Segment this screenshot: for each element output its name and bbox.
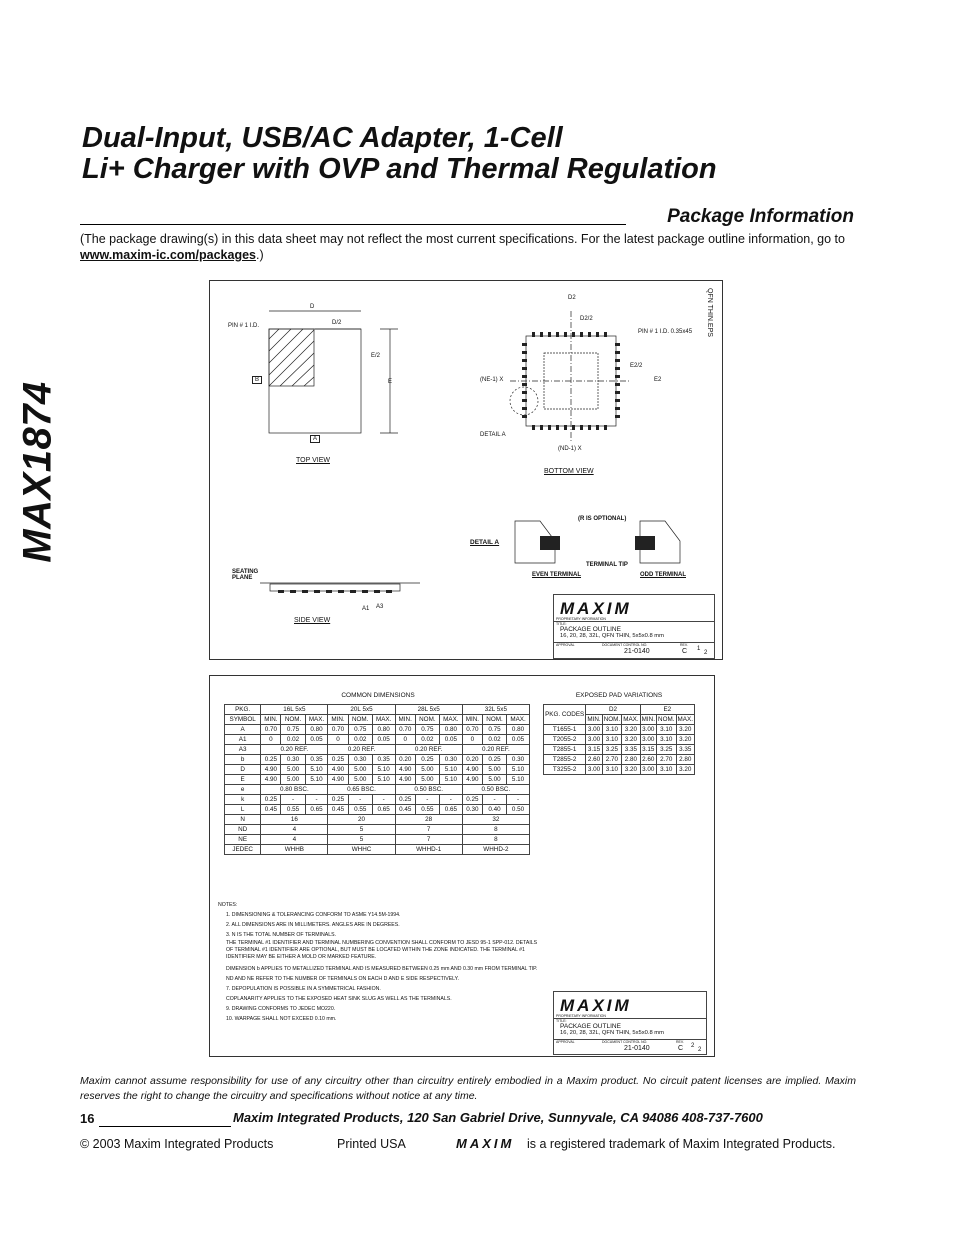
value-cell: 5.10	[305, 765, 328, 775]
sub-header: MIN.	[395, 715, 415, 725]
sub-header: MIN.	[462, 715, 482, 725]
dim-d2-label: D/2	[332, 320, 342, 326]
symbol-cell: A3	[225, 745, 261, 755]
value-cell: 0.70	[395, 725, 415, 735]
sub-header: MIN.	[328, 715, 348, 725]
value-cell: 0.55	[415, 805, 439, 815]
value-cell: 0	[395, 735, 415, 745]
value-cell: -	[348, 795, 372, 805]
value-cell: 0.80	[372, 725, 395, 735]
value-cell: 0.80	[439, 725, 462, 735]
sub-header: MIN.	[587, 716, 601, 723]
value-cell: 5.10	[372, 765, 395, 775]
value-cell: 0.25	[328, 795, 348, 805]
dim-dd2-label: D2	[568, 295, 576, 301]
table-row	[225, 845, 530, 855]
value-cell: 4.90	[462, 775, 482, 785]
table-row	[544, 725, 695, 735]
value-cell: 0.35	[305, 755, 328, 765]
value-cell: 32	[462, 815, 529, 825]
value-cell: 0.30	[507, 755, 530, 765]
value-cell: 8	[462, 835, 529, 845]
value-cell: 4.90	[395, 775, 415, 785]
note-item: 9. DRAWING CONFORMS TO JEDEC MO220.	[226, 1006, 336, 1012]
doc-number: 21-0140	[624, 648, 650, 655]
value-cell: 0.20	[395, 755, 415, 765]
even-terminal-label: EVEN TERMINAL	[532, 572, 582, 578]
maxim-logo: MAXIM	[560, 599, 632, 618]
symbol-cell: N	[225, 815, 261, 825]
pkg-code-cell: T2855-1	[544, 745, 586, 755]
group-header: 28L 5x5	[395, 705, 462, 715]
common-dimensions-title: COMMON DIMENSIONS	[341, 692, 415, 699]
value-cell: 0.65 BSC.	[328, 785, 395, 795]
value-cell: -	[305, 795, 328, 805]
value-cell: 2.70	[656, 755, 676, 765]
value-cell: 3.10	[602, 765, 622, 775]
ne-label: (NE-1) X	[480, 377, 504, 383]
value-cell: 5.00	[415, 765, 439, 775]
sub-header: MIN.	[261, 715, 281, 725]
side-part-number: MAX1874	[15, 381, 60, 563]
value-cell: 0.50	[507, 805, 530, 815]
value-cell: 5.10	[507, 775, 530, 785]
value-cell: 5.00	[281, 765, 305, 775]
symbol-cell: A1	[225, 735, 261, 745]
title-label: TITLE:	[556, 622, 567, 626]
value-cell: 0.75	[281, 725, 305, 735]
dim-e-label: E	[388, 379, 393, 385]
value-cell: 0.20	[462, 755, 482, 765]
value-cell: -	[439, 795, 462, 805]
value-cell: WHHD-2	[462, 845, 529, 855]
value-cell: 3.10	[602, 725, 622, 735]
value-cell: 2.80	[622, 755, 640, 765]
value-cell: 0	[462, 735, 482, 745]
table-subheader-row	[225, 715, 530, 725]
value-cell: 0.50 BSC.	[395, 785, 462, 795]
nd-label: (ND-1) X	[558, 446, 582, 452]
value-cell: 0.65	[372, 805, 395, 815]
note-item: 3. N IS THE TOTAL NUMBER OF TERMINALS.	[226, 932, 337, 938]
note-item: ND AND NE REFER TO THE NUMBER OF TERMINALS ON EACH D AND E SIDE RESPECTIVELY.	[226, 976, 459, 982]
value-cell: 0.35	[372, 755, 395, 765]
table-row	[225, 785, 530, 795]
value-cell: 3.00	[586, 725, 602, 735]
value-cell: 0.30	[439, 755, 462, 765]
footer-address: Maxim Integrated Products, 120 San Gabriel Drive, Sunnyvale, CA 94086 408-737-7600	[233, 1110, 763, 1125]
value-cell: 0.80	[305, 725, 328, 735]
sub-header: MAX.	[677, 716, 693, 723]
value-cell: 0.40	[482, 805, 506, 815]
odd-terminal-label: ODD TERMINAL	[640, 572, 686, 578]
note-item: DIMENSION b APPLIES TO METALLIZED TERMINAL AND IS MEASURED BETWEEN 0.25 mm AND 0.30 mm FROM TERMINAL TIP.	[226, 966, 538, 972]
pkg-codes-header: PKG. CODES	[544, 705, 586, 725]
copyright: © 2003 Maxim Integrated Products	[80, 1137, 274, 1151]
value-cell: 5.00	[348, 765, 372, 775]
value-cell: 5.00	[482, 775, 506, 785]
section-title: Package Information	[667, 206, 854, 227]
value-cell: 3.20	[622, 765, 640, 775]
package-outline-subtitle-2: 16, 20, 28, 32L, QFN THIN, 5x5x0.8 mm	[560, 1030, 664, 1036]
value-cell: 4.90	[261, 765, 281, 775]
pin1-id-label-2: PIN # 1 I.D. 0.35x45	[638, 329, 693, 335]
value-cell: -	[415, 795, 439, 805]
table-row	[225, 775, 530, 785]
value-cell: 0	[328, 735, 348, 745]
value-cell: 5.10	[372, 775, 395, 785]
package-drawing-sheet-2	[209, 675, 715, 1057]
sheet-number-2: 2	[691, 1043, 695, 1049]
table-row	[225, 765, 530, 775]
value-cell: 5	[328, 835, 395, 845]
symbol-cell: k	[225, 795, 261, 805]
value-cell: 2.80	[676, 755, 695, 765]
value-cell: 2.60	[586, 755, 602, 765]
detail-a-label: DETAIL A	[470, 539, 500, 546]
package-outline-subtitle: 16, 20, 28, 32L, QFN THIN, 5x5x0.8 mm	[560, 633, 664, 639]
value-cell: 0.02	[281, 735, 305, 745]
sheet-number: 1	[697, 646, 701, 652]
note-item: 1. DIMENSIONING & TOLERANCING CONFORM TO ASME Y14.5M-1994.	[226, 912, 401, 918]
value-cell: 4.90	[328, 775, 348, 785]
value-cell: 0.30	[462, 805, 482, 815]
value-cell: 20	[328, 815, 395, 825]
value-cell: 3.20	[676, 735, 695, 745]
symbol-cell: b	[225, 755, 261, 765]
symbol-cell: e	[225, 785, 261, 795]
symbol-cell: JEDEC	[225, 845, 261, 855]
rev-value: C	[682, 648, 688, 655]
value-cell: 0.65	[439, 805, 462, 815]
value-cell: 0.80 BSC.	[261, 785, 328, 795]
file-label: QFN THIN.EPS	[705, 288, 713, 337]
value-cell: 0.05	[439, 735, 462, 745]
footer-rule	[99, 1126, 231, 1127]
doc-control-label: DOCUMENT CONTROL NO.	[602, 643, 648, 647]
value-cell: 0.25	[482, 755, 506, 765]
value-cell: 4.90	[395, 765, 415, 775]
value-cell: 3.00	[640, 765, 656, 775]
value-cell: 3.25	[656, 745, 676, 755]
title-label-2: TITLE:	[556, 1019, 567, 1023]
value-cell: 3.35	[676, 745, 695, 755]
symbol-cell: D	[225, 765, 261, 775]
intro-paragraph	[80, 231, 860, 263]
rev-label-2: REV.	[676, 1040, 684, 1044]
proprietary-label: PROPRIETARY INFORMATION	[556, 617, 606, 621]
terminal-tip-label: TERMINAL TIP	[586, 562, 628, 568]
value-cell: 0.20 REF.	[462, 745, 529, 755]
value-cell: 4	[261, 825, 328, 835]
value-cell: 0.25	[415, 755, 439, 765]
value-cell: 0.05	[507, 735, 530, 745]
table-row	[544, 745, 695, 755]
sheet-total-2: 2	[698, 1047, 702, 1053]
common-dimensions-table	[224, 704, 530, 855]
title-block-2	[553, 991, 707, 1055]
symbol-cell: NE	[225, 835, 261, 845]
pkg-code-cell: T1655-1	[544, 725, 586, 735]
intro-text: (The package drawing(s) in this data sheet may not reflect the most current specifications. For the latest package outline information, go to	[80, 232, 845, 246]
sub-header: NOM.	[603, 716, 621, 723]
dim-dd22-label: D2/2	[580, 316, 593, 322]
value-cell: 0.70	[328, 725, 348, 735]
value-cell: 3.20	[676, 725, 695, 735]
sub-header: MAX.	[305, 715, 328, 725]
value-cell: 5.10	[305, 775, 328, 785]
value-cell: 3.20	[676, 765, 695, 775]
notes-section	[218, 900, 538, 1024]
value-cell: 3.10	[656, 725, 676, 735]
table-row	[225, 735, 530, 745]
page-number: 16	[80, 1111, 95, 1126]
table-row	[544, 735, 695, 745]
exposed-pad-table	[543, 704, 695, 775]
value-cell: 16	[261, 815, 328, 825]
packages-link[interactable]: www.maxim-ic.com/packages	[80, 248, 257, 262]
table-row	[544, 755, 695, 765]
value-cell: 3.00	[640, 725, 656, 735]
value-cell: 3.10	[656, 735, 676, 745]
approval-label: APPROVAL	[556, 643, 575, 647]
value-cell: -	[482, 795, 506, 805]
value-cell: 3.25	[602, 745, 622, 755]
value-cell: 0.75	[348, 725, 372, 735]
intro-text-end: .)	[256, 248, 264, 262]
trademark-text: is a registered trademark of Maxim Integrated Products.	[527, 1137, 836, 1151]
sub-header: MIN.	[641, 716, 655, 723]
approval-label-2: APPROVAL	[556, 1040, 575, 1044]
dim-a1-label: A1	[362, 606, 370, 612]
value-cell: 0.25	[328, 755, 348, 765]
value-cell: 3.10	[656, 765, 676, 775]
doc-control-label-2: DOCUMENT CONTROL NO.	[602, 1040, 648, 1044]
sub-header: NOM.	[658, 716, 675, 723]
package-outline-title: PACKAGE OUTLINE	[560, 626, 621, 633]
table-row	[225, 795, 530, 805]
value-cell: 5.10	[439, 765, 462, 775]
symbol-cell: L	[225, 805, 261, 815]
value-cell: 0.55	[281, 805, 305, 815]
title-line-2: Li+ Charger with OVP and Thermal Regulation	[82, 153, 717, 185]
value-cell: 0.02	[348, 735, 372, 745]
value-cell: 3.15	[586, 745, 602, 755]
table-header-row	[225, 705, 530, 715]
symbol-header: SYMBOL	[225, 715, 261, 725]
sub-header: MAX.	[623, 716, 639, 723]
value-cell: WHHD-1	[395, 845, 462, 855]
value-cell: -	[372, 795, 395, 805]
dim-ee2-label: E2	[654, 377, 662, 383]
value-cell: 3.00	[586, 765, 602, 775]
value-cell: 4.90	[462, 765, 482, 775]
pkg-code-cell: T2055-2	[544, 735, 586, 745]
symbol-cell: ND	[225, 825, 261, 835]
value-cell: 0.70	[261, 725, 281, 735]
value-cell: 0.65	[305, 805, 328, 815]
value-cell: 0.02	[415, 735, 439, 745]
dim-ee22-label: E2/2	[630, 363, 643, 369]
value-cell: 4	[261, 835, 328, 845]
title-line-1: Dual-Input, USB/AC Adapter, 1-Cell	[82, 122, 563, 154]
value-cell: 5	[328, 825, 395, 835]
value-cell: 3.15	[640, 745, 656, 755]
datum-a: A	[310, 435, 320, 443]
value-cell: 5.00	[415, 775, 439, 785]
sub-header: NOM.	[415, 715, 439, 725]
value-cell: 5.00	[281, 775, 305, 785]
group-header: D2	[586, 705, 640, 715]
table-row	[225, 755, 530, 765]
group-header: E2	[640, 705, 694, 715]
value-cell: 3.20	[622, 725, 640, 735]
symbol-cell: E	[225, 775, 261, 785]
value-cell: 4.90	[328, 765, 348, 775]
r-optional-label: (R IS OPTIONAL)	[578, 516, 627, 522]
package-drawing-sheet-1	[209, 280, 723, 660]
table-row	[544, 765, 695, 775]
table-row	[225, 725, 530, 735]
sub-header: NOM.	[281, 715, 305, 725]
pin1-id-label: PIN # 1 I.D.	[228, 323, 260, 329]
pkg-code-cell: T3255-2	[544, 765, 586, 775]
value-cell: 3.10	[602, 735, 622, 745]
doc-number-2: 21-0140	[624, 1045, 650, 1052]
value-cell: 0.20 REF.	[261, 745, 328, 755]
section-rule	[80, 224, 626, 225]
symbol-cell: A	[225, 725, 261, 735]
value-cell: 3.00	[586, 735, 602, 745]
proprietary-label-2: PROPRIETARY INFORMATION	[556, 1014, 606, 1018]
value-cell: 0.70	[462, 725, 482, 735]
side-view-label: SIDE VIEW	[294, 617, 331, 624]
note-item: THE TERMINAL #1 IDENTIFIER AND TERMINAL NUMBERING CONVENTION SHALL CONFORM TO JESD 95-1 SPP-012. DETAILS OF TERMINAL #1 IDENTIFIER ARE OPTIONAL, BUT MUST BE LOCATED WITHIN THE ZONE INDICATED. THE TERMINAL #1 IDENTIFIER MAY BE EITHER A MOLD OR MARKED FEATURE.	[226, 940, 538, 960]
rev-label: REV.	[680, 643, 688, 647]
sub-header: MAX.	[439, 715, 462, 725]
value-cell: 2.70	[602, 755, 622, 765]
value-cell: 0.30	[281, 755, 305, 765]
note-item: 10. WARPAGE SHALL NOT EXCEED 0.10 mm.	[226, 1016, 337, 1022]
value-cell: 0.02	[482, 735, 506, 745]
value-cell: 0.45	[328, 805, 348, 815]
value-cell: 5.10	[439, 775, 462, 785]
note-item: 7. DEPOPULATION IS POSSIBLE IN A SYMMETRICAL FASHION.	[226, 986, 381, 992]
maxim-logo-2: MAXIM	[560, 996, 632, 1015]
seating-plane-label: SEATING PLANE	[232, 569, 259, 581]
value-cell: -	[507, 795, 530, 805]
value-cell: 0.20 REF.	[395, 745, 462, 755]
package-outline-title-2: PACKAGE OUTLINE	[560, 1023, 621, 1030]
value-cell: 7	[395, 825, 462, 835]
value-cell: 7	[395, 835, 462, 845]
value-cell: 3.35	[622, 745, 640, 755]
value-cell: 0.25	[261, 795, 281, 805]
bottom-view-label: BOTTOM VIEW	[544, 468, 594, 475]
value-cell: 0.25	[462, 795, 482, 805]
table-row	[225, 745, 530, 755]
value-cell: 4.90	[261, 775, 281, 785]
sheet-total: 2	[704, 650, 708, 656]
table-row	[225, 805, 530, 815]
exposed-pad-title: EXPOSED PAD VARIATIONS	[575, 692, 663, 699]
table-header-row	[544, 705, 695, 715]
value-cell: 0.05	[305, 735, 328, 745]
value-cell: 8	[462, 825, 529, 835]
value-cell: WHHC	[328, 845, 395, 855]
rev-value-2: C	[678, 1045, 684, 1052]
title-block-1	[553, 594, 715, 659]
value-cell: 0.20 REF.	[328, 745, 395, 755]
value-cell: 0.75	[482, 725, 506, 735]
dim-a3-label: A3	[376, 604, 384, 610]
value-cell: 0	[261, 735, 281, 745]
value-cell: WHHB	[261, 845, 328, 855]
value-cell: 5.00	[482, 765, 506, 775]
note-item: 2. ALL DIMENSIONS ARE IN MILLIMETERS. ANGLES ARE IN DEGREES.	[226, 922, 400, 928]
value-cell: -	[281, 795, 305, 805]
value-cell: 0.25	[395, 795, 415, 805]
document-title	[82, 123, 717, 185]
table-row	[225, 815, 530, 825]
printed-usa: Printed USA	[337, 1137, 406, 1151]
top-view-label: TOP VIEW	[296, 457, 330, 464]
value-cell: 0.55	[348, 805, 372, 815]
sub-header: NOM.	[348, 715, 372, 725]
table-row	[225, 835, 530, 845]
dim-d-label: D	[310, 304, 315, 310]
value-cell: 3.00	[640, 735, 656, 745]
value-cell: 3.20	[622, 735, 640, 745]
group-header: 20L 5x5	[328, 705, 395, 715]
note-item: COPLANARITY APPLIES TO THE EXPOSED HEAT SINK SLUG AS WELL AS THE TERMINALS.	[226, 996, 452, 1002]
disclaimer: Maxim cannot assume responsibility for use of any circuitry other than circuitry entirely embodied in a Maxim product. No circuit patent licenses are implied. Maxim reserves the right to change the circuitry and specifications without notice at any time.	[80, 1075, 856, 1102]
value-cell: 0.25	[261, 755, 281, 765]
dim-e2-label: E/2	[371, 353, 381, 359]
value-cell: 0.45	[395, 805, 415, 815]
value-cell: 0.05	[372, 735, 395, 745]
sub-header: MAX.	[507, 715, 530, 725]
datum-b: B	[252, 376, 262, 384]
value-cell: 0.30	[348, 755, 372, 765]
value-cell: 0.75	[415, 725, 439, 735]
detail-a-ref: DETAIL A	[480, 432, 506, 438]
value-cell: 5.10	[507, 765, 530, 775]
value-cell: 0.80	[507, 725, 530, 735]
table-row	[225, 825, 530, 835]
pkg-header: PKG.	[225, 705, 261, 715]
value-cell: 28	[395, 815, 462, 825]
maxim-trademark-logo: MAXIM	[456, 1136, 515, 1151]
value-cell: 2.60	[640, 755, 656, 765]
sub-header: NOM.	[482, 715, 506, 725]
value-cell: 0.50 BSC.	[462, 785, 529, 795]
group-header: 32L 5x5	[462, 705, 529, 715]
group-header: 16L 5x5	[261, 705, 328, 715]
notes-title: NOTES:	[218, 902, 238, 908]
sub-header: MAX.	[372, 715, 395, 725]
value-cell: 5.00	[348, 775, 372, 785]
value-cell: 0.45	[261, 805, 281, 815]
pkg-code-cell: T2855-2	[544, 755, 586, 765]
